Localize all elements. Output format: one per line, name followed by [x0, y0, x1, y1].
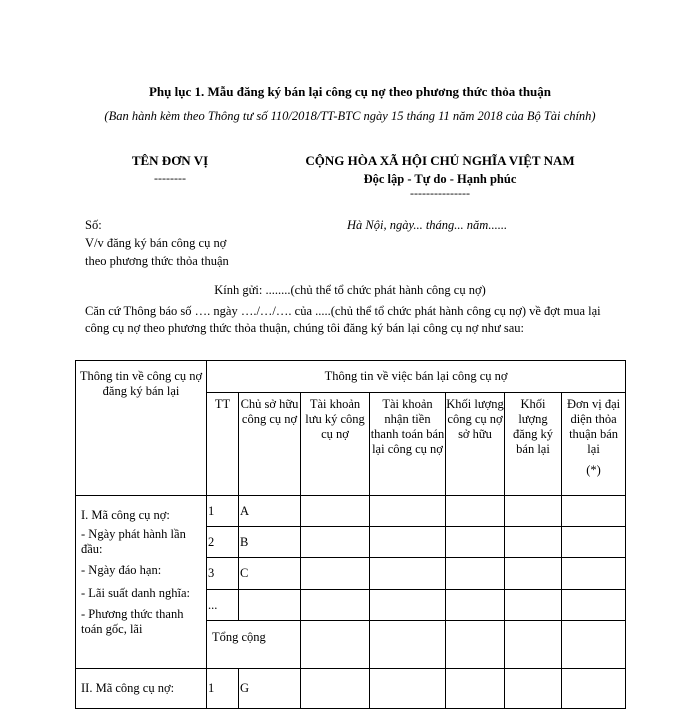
column-header-owned-volume: Khối lượng công cụ nợ sở hữu — [446, 393, 505, 496]
row-tt: 1 — [207, 496, 239, 527]
section-1-code: I. Mã công cụ nợ: — [81, 508, 170, 522]
row-owner: A — [239, 496, 301, 527]
row-tt: 2 — [207, 527, 239, 558]
table-row — [76, 496, 626, 527]
motto: Độc lập - Tự do - Hạnh phúc — [363, 172, 517, 186]
nation-heading: CỘNG HÒA XÃ HỘI CHỦ NGHĨA VIỆT NAM — [305, 153, 575, 168]
representative-footnote-mark: (*) — [586, 463, 601, 477]
subject-line-1: V/v đăng ký bán công cụ nợ — [85, 236, 227, 250]
section-1-info — [76, 496, 207, 669]
document-subtitle: (Ban hành kèm theo Thông tư số 110/2018/TT-BTC ngày 15 tháng 11 năm 2018 của Bộ Tài chính) — [104, 109, 596, 123]
row-tt: ... — [207, 590, 239, 621]
table-row — [76, 669, 626, 709]
section-1-interest-rate: - Lãi suất danh nghĩa: — [81, 586, 190, 600]
info-column-header: Thông tin về công cụ nợ đăng ký bán lại — [76, 361, 207, 496]
subject-line — [85, 234, 285, 270]
recipient-line: Kính gửi: ........(chủ thể tổ chức phát hành công cụ nợ) — [214, 283, 486, 297]
total-label: Tổng cộng — [207, 621, 301, 669]
section-1-maturity-date: - Ngày đáo hạn: — [81, 563, 162, 577]
row-owner: G — [239, 669, 301, 709]
group-header: Thông tin về việc bán lại công cụ nợ — [207, 361, 626, 393]
column-header-tt: TT — [207, 393, 239, 496]
representative-label: Đơn vị đại diện thỏa thuận bán lại — [566, 397, 621, 456]
row-tt: 3 — [207, 558, 239, 590]
column-header-representative — [562, 393, 626, 496]
column-header-resale-volume: Khối lượng đăng ký bán lại — [505, 393, 562, 496]
row-owner: B — [239, 527, 301, 558]
basis-paragraph: Căn cứ Thông báo số …. ngày …./…/…. của .....(chủ thể tổ chức phát hành công cụ nợ) về đợt mua lại công cụ nợ theo phương thức thỏa thuận, chúng tôi đăng ký bán lại công cụ nợ như sau: — [85, 304, 601, 335]
column-header-owner: Chủ sở hữu công cụ nợ — [239, 393, 301, 496]
document-number-label: Số: — [85, 218, 102, 232]
motto-divider: --------------- — [410, 186, 470, 200]
column-header-payment-account: Tài khoản nhận tiền thanh toán bán lại công cụ nợ — [370, 393, 446, 496]
section-1-issue-date: - Ngày phát hành lần đầu: — [81, 527, 186, 556]
column-header-custody-account: Tài khoản lưu ký công cụ nợ — [301, 393, 370, 496]
row-owner — [239, 590, 301, 621]
date-line: Hà Nội, ngày... tháng... năm...... — [347, 218, 508, 232]
document-title: Phụ lục 1. Mẫu đăng ký bán lại công cụ nợ theo phương thức thỏa thuận — [148, 84, 552, 99]
registration-table — [75, 360, 626, 709]
section-2-code: II. Mã công cụ nợ: — [76, 669, 207, 709]
section-1-payment-method: - Phương thức thanh toán gốc, lãi — [81, 607, 184, 636]
unit-divider: -------- — [154, 171, 186, 185]
subject-line-2: theo phương thức thỏa thuận — [85, 254, 229, 268]
unit-name: TÊN ĐƠN VỊ — [131, 153, 209, 168]
row-tt: 1 — [207, 669, 239, 709]
row-owner: C — [239, 558, 301, 590]
